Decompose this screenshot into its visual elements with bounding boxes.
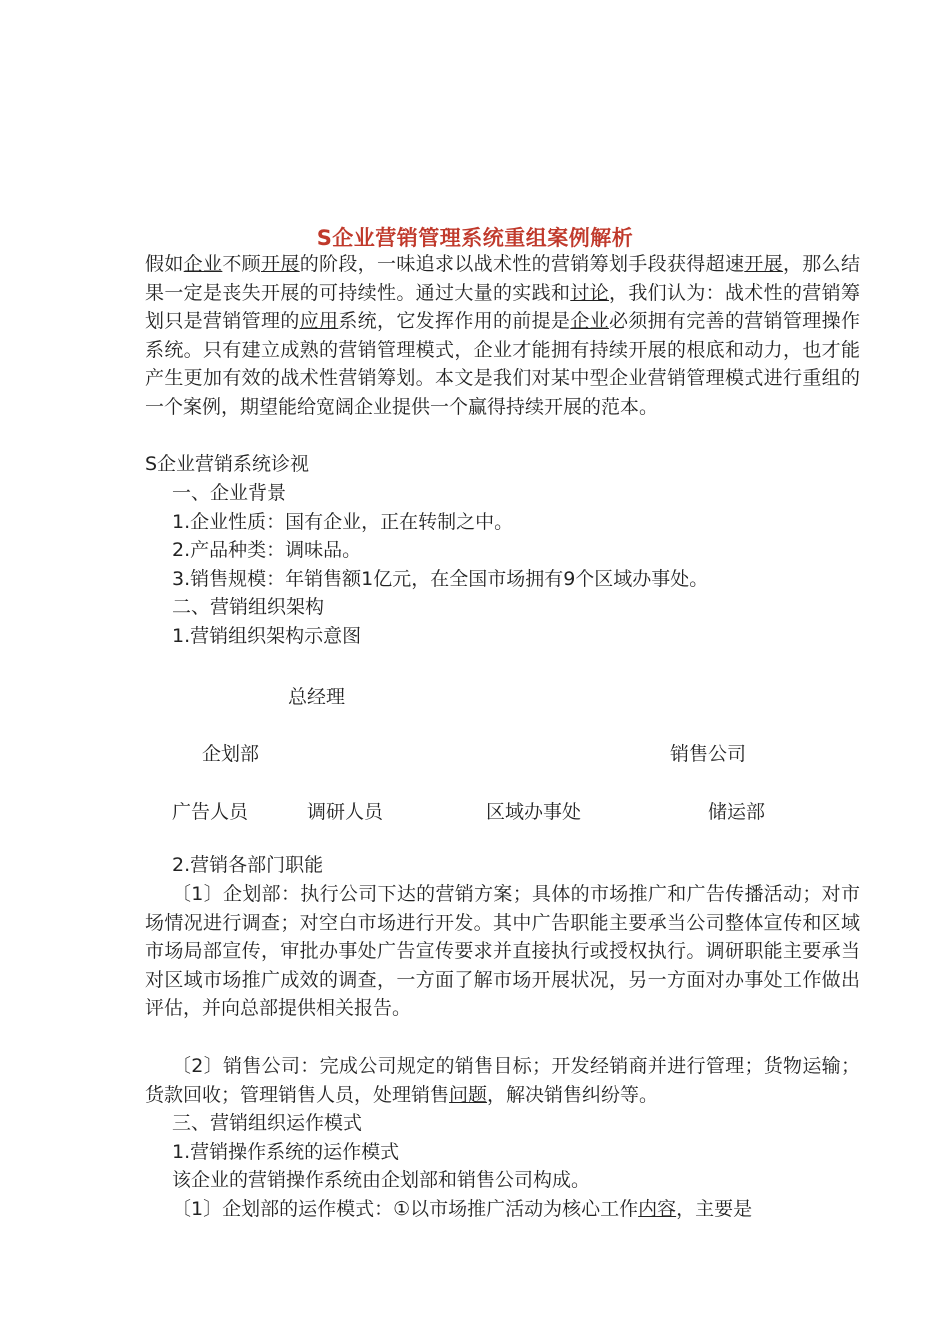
item-sales-scale: 3.销售规模：年销售额1亿元，在全国市场拥有9个区域办事处。 bbox=[172, 568, 709, 590]
org-node-regional-office: 区域办事处 bbox=[486, 801, 582, 823]
org-node-research-staff: 调研人员 bbox=[307, 801, 384, 823]
background-heading: 一、企业背景 bbox=[172, 482, 287, 504]
link-problem[interactable]: 问题 bbox=[449, 1083, 488, 1106]
planning-dept-functions: 〔1〕企划部：执行公司下达的营销方案；具体的市场推广和广告传播活动；对市场情况进行调查；对空白市场进行开发。其中广告职能主要承当公司整体宣传和区域市场局部宣传，审批办事处广告宣传要求并直接执行或授权执行。调研职能主要承当对区域市场推广成效的调查，一方面了解市场开展状况，另一方面对办事处工作做出评估，并向总部提供相关报告。 bbox=[145, 883, 860, 1019]
op-system-text: 该企业的营销操作系统由企划部和销售公司构成。 bbox=[172, 1169, 591, 1191]
section-diagnosis-heading: S企业营销系统诊视 bbox=[145, 453, 310, 475]
diagram-title: 1.营销组织架构示意图 bbox=[172, 625, 362, 647]
org-node-sales-company: 销售公司 bbox=[670, 743, 747, 765]
operation-heading: 三、营销组织运作模式 bbox=[172, 1112, 363, 1134]
item-product-type: 2.产品种类：调味品。 bbox=[172, 539, 362, 561]
document-title: S企业营销管理系统重组案例解析 bbox=[316, 226, 634, 250]
structure-heading: 二、营销组织架构 bbox=[172, 596, 325, 618]
org-node-general-manager: 总经理 bbox=[288, 686, 346, 708]
org-node-planning-dept: 企划部 bbox=[202, 743, 260, 765]
org-node-ad-staff: 广告人员 bbox=[172, 801, 249, 823]
op-planning-text: 〔1〕企划部的运作模式：①以市场推广活动为核心工作内容，主要是 bbox=[172, 1198, 753, 1220]
sales-company-functions: 〔2〕销售公司：完成公司规定的销售目标；开发经销商并进行管理；货物运输；货款回收；管理销售人员，处理销售问题，解决销售纠纷等。 bbox=[145, 1055, 860, 1106]
intro-paragraph: 假如企业不顾开展的阶段，一味追求以战术性的营销筹划手段获得超速开展，那么结果一定是丧失开展的可持续性。通过大量的实践和讨论，我们认为：战术性的营销筹划只是营销管理的应用系统，它发挥作用的前提是企业必须拥有完善的营销管理操作系统。只有建立成熟的营销管理模式，企业才能拥有持续开展的根底和动力，也才能产生更加有效的战术性营销筹划。本文是我们对某中型企业营销管理模式进行重组的一个案例，期望能给宽阔企业提供一个赢得持续开展的范本。 bbox=[145, 253, 860, 418]
org-node-logistics-dept: 储运部 bbox=[708, 801, 766, 823]
link-application[interactable]: 应用 bbox=[299, 310, 339, 332]
item-enterprise-nature: 1.企业性质：国有企业，正在转制之中。 bbox=[172, 511, 514, 533]
link-enterprise-2[interactable]: 企业 bbox=[570, 310, 609, 332]
functions-heading: 2.营销各部门职能 bbox=[172, 854, 324, 876]
link-enterprise[interactable]: 企业 bbox=[183, 253, 223, 275]
link-development-2[interactable]: 开展 bbox=[744, 253, 783, 275]
op-model-heading: 1.营销操作系统的运作模式 bbox=[172, 1141, 400, 1163]
link-discussion[interactable]: 讨论 bbox=[570, 281, 609, 304]
link-development[interactable]: 开展 bbox=[261, 253, 300, 275]
link-content[interactable]: 内容 bbox=[638, 1198, 677, 1220]
